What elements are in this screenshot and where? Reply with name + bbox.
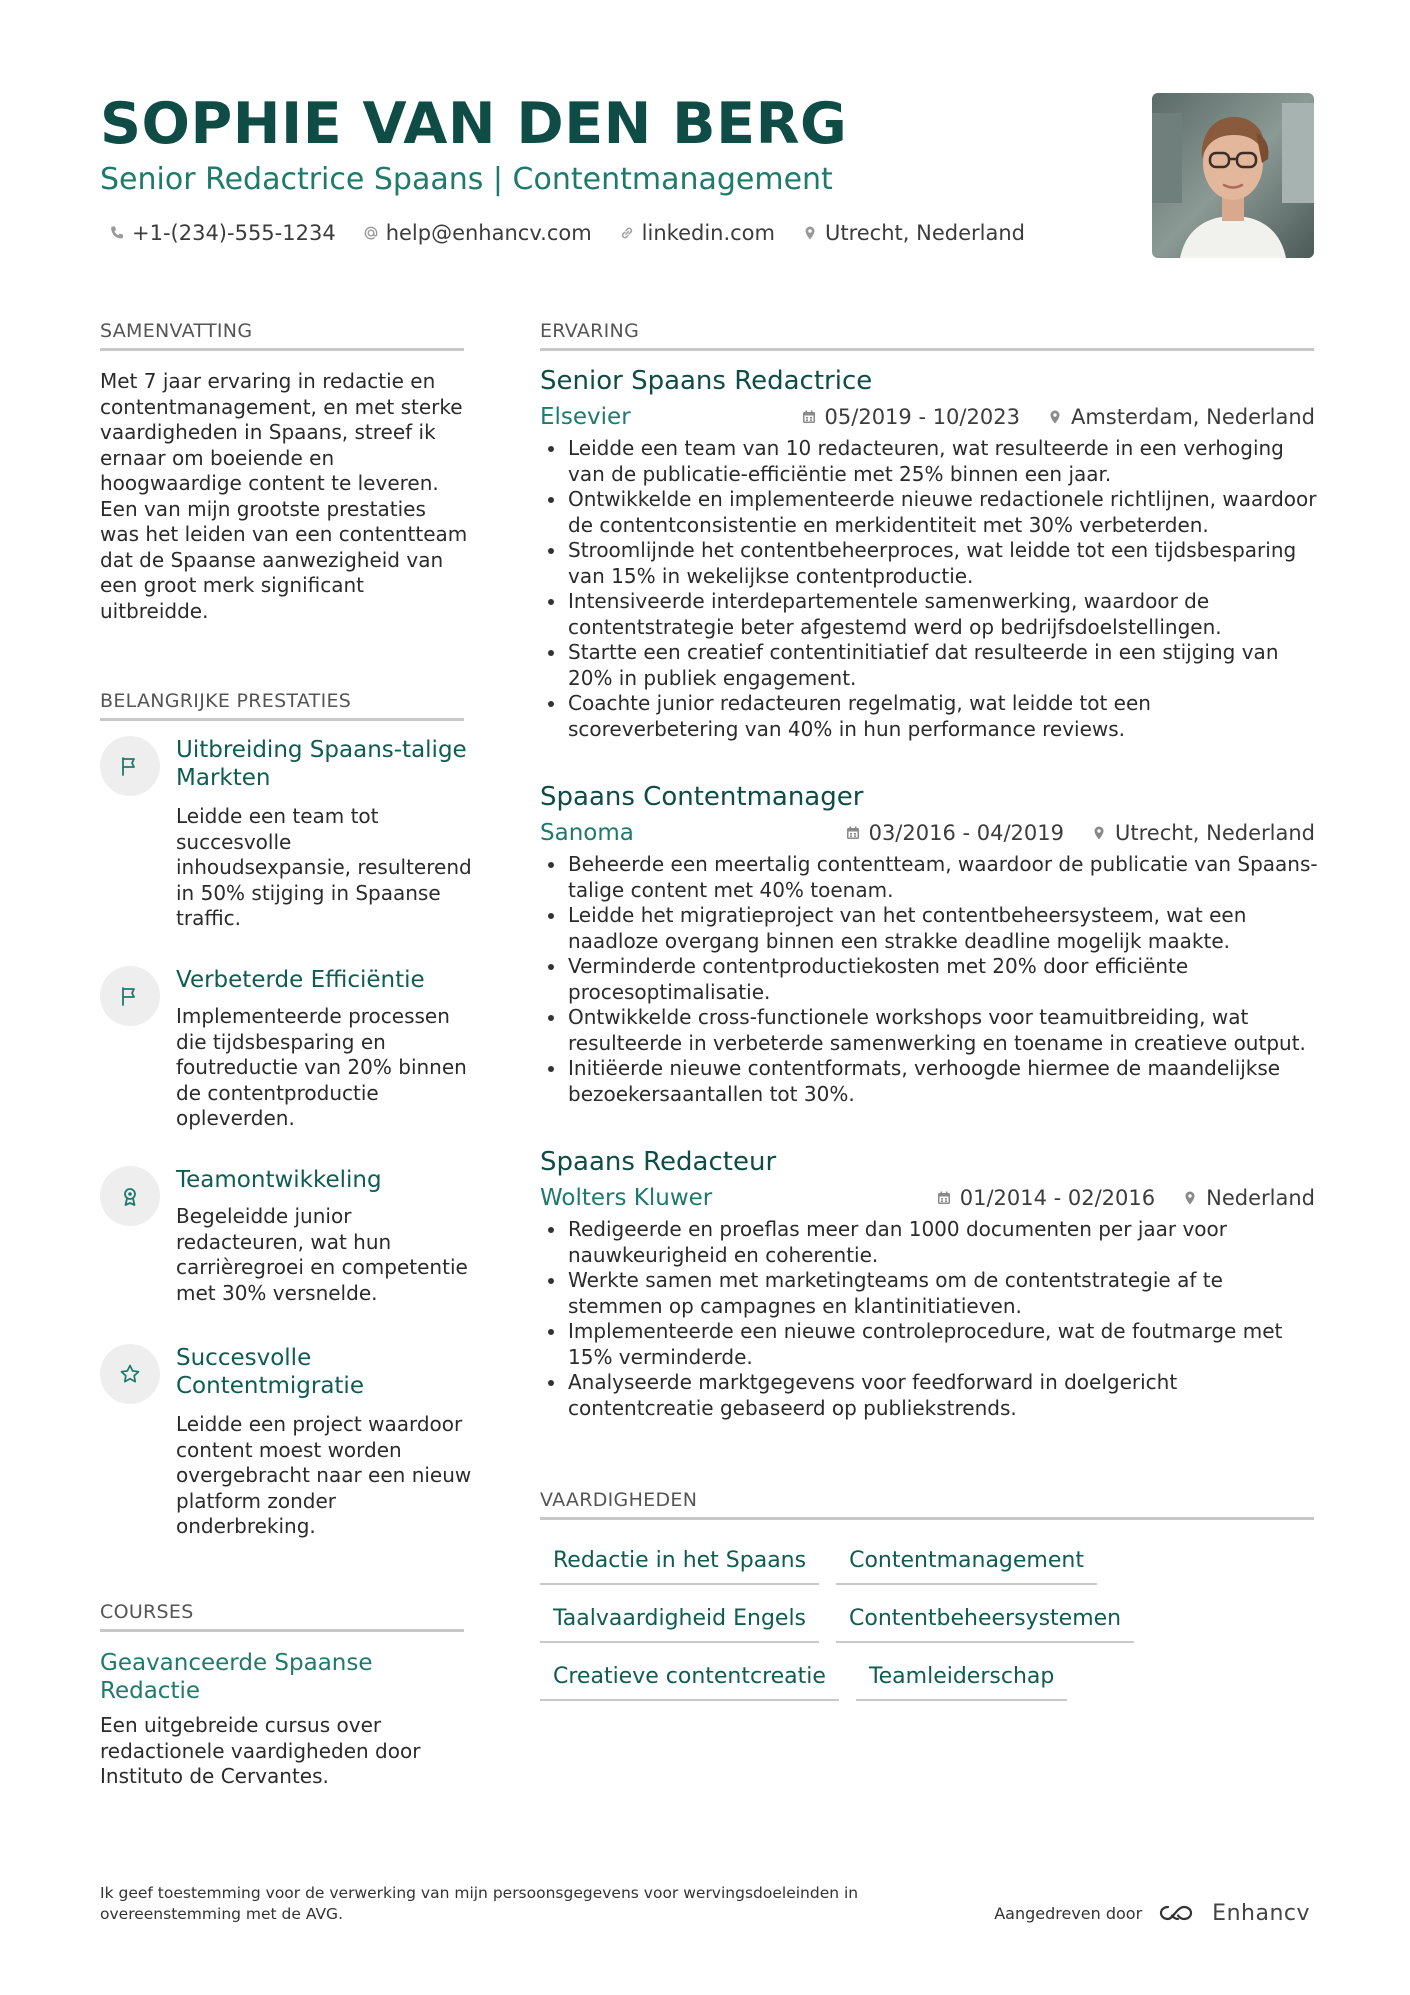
skill-row (540, 1599, 1320, 1657)
job-bullets (540, 852, 1318, 1107)
award-icon (118, 1184, 142, 1208)
job-bullet: Startte een creatief contentinitiatief dat resulteerde in een stijging van 20% in publiek engagement. (568, 640, 1318, 691)
job-dates: 05/2019 - 10/2023 (824, 405, 1020, 429)
link-icon (618, 224, 636, 242)
skill-tag: Teamleiderschap (856, 1657, 1067, 1701)
contact-location-text: Utrecht, Nederland (824, 221, 1025, 245)
job-role: Spaans Contentmanager (540, 782, 864, 812)
profile-photo (1152, 93, 1314, 258)
contact-email-text[interactable]: help@enhancv.com (385, 221, 592, 245)
achievement-description: Begeleidde junior redacteuren, wat hun carrièregroei en competentie met 30% versnelde. (176, 1204, 468, 1305)
achievement-icon-circle (100, 966, 160, 1026)
achievement-description: Implementeerde processen die tijdsbesparing en foutreductie van 20% binnen de contentproductie opleverden. (176, 1004, 467, 1130)
job-bullet: Implementeerde een nieuwe controleprocedure, wat de foutmarge met 15% verminderde. (568, 1319, 1318, 1370)
experience-heading: ERVARING (540, 320, 1314, 351)
job-bullet: Initiëerde nieuwe contentformats, verhoogde hiermee de maandelijkse bezoekersaantallen tot 30%. (568, 1056, 1318, 1107)
contact-phone-text[interactable]: +1-(234)-555-1234 (132, 221, 336, 245)
achievement-title: Uitbreiding Spaans-talige Markten (176, 737, 467, 791)
contact-email (362, 221, 592, 245)
achievement-icon-circle (100, 736, 160, 796)
job-role: Spaans Redacteur (540, 1147, 777, 1177)
location-icon (1046, 408, 1064, 426)
courses-heading: COURSES (100, 1601, 464, 1632)
job-entry (540, 781, 1318, 1121)
course-description: Een uitgebreide cursus over redactionele vaardigheden door Instituto de Cervantes. (100, 1713, 421, 1788)
skills-list (540, 1541, 1320, 1715)
achievement-description: Leidde een team tot succesvolle inhoudsexpansie, resulterend in 50% stijging in Spaanse traffic. (176, 804, 472, 930)
job-location: Nederland (1206, 1186, 1315, 1210)
powered-by (994, 1898, 1310, 1928)
skill-tag: Redactie in het Spaans (540, 1541, 819, 1585)
achievement-item (100, 736, 472, 930)
contact-bar (108, 218, 1051, 248)
job-bullet: Beheerde een meertalig contentteam, waardoor de publicatie van Spaans-talige content met 40% toenam. (568, 852, 1318, 902)
achievement-item (100, 1344, 470, 1544)
at-icon (362, 224, 380, 242)
calendar-icon (800, 408, 818, 426)
enhancv-brand[interactable]: Enhancv (1212, 1900, 1310, 1926)
job-company: Sanoma (540, 820, 634, 846)
job-bullet: Coachte junior redacteuren regelmatig, wat leidde tot een scoreverbetering van 40% in hun performance reviews. (568, 691, 1318, 742)
skills-heading: VAARDIGHEDEN (540, 1489, 1314, 1520)
job-bullets (540, 1217, 1318, 1421)
candidate-name: SOPHIE VAN DEN BERG (100, 91, 848, 157)
achievements-heading: BELANGRIJKE PRESTATIES (100, 690, 464, 721)
contact-linkedin-text[interactable]: linkedin.com (641, 221, 775, 245)
phone-icon (108, 224, 126, 242)
skill-row (540, 1541, 1320, 1599)
job-bullet: Verminderde contentproductiekosten met 20% door efficiënte procesoptimalisatie. (568, 954, 1318, 1005)
flag-icon (118, 984, 142, 1008)
calendar-icon (935, 1189, 953, 1207)
achievement-title: Teamontwikkeling (176, 1167, 382, 1193)
job-bullet: Analyseerde marktgegevens voor feedforward in doelgericht contentcreatie gebaseerd op publiekstrends. (568, 1370, 1318, 1421)
skill-tag: Contentbeheersystemen (836, 1599, 1134, 1643)
star-icon (118, 1362, 142, 1386)
job-bullet: Leidde een team van 10 redacteuren, wat resulteerde in een verhoging van de publicatie-efficiëntie met 25% binnen een jaar. (568, 436, 1318, 487)
skill-tag: Creatieve contentcreatie (540, 1657, 839, 1701)
job-bullet: Ontwikkelde cross-functionele workshops voor teamuitbreiding, wat resulteerde in verbeterde samenwerking en toename in creatieve output. (568, 1005, 1318, 1056)
job-entry (540, 365, 1315, 755)
location-icon (801, 224, 819, 242)
contact-location (801, 221, 1025, 245)
job-meta (800, 403, 1315, 431)
achievement-title: Verbeterde Efficiëntie (176, 967, 425, 993)
job-role: Senior Spaans Redactrice (540, 366, 873, 396)
achievement-description: Leidde een project waardoor content moest worden overgebracht naar een nieuw platform zonder onderbreking. (176, 1412, 472, 1538)
job-dates: 01/2014 - 02/2016 (959, 1186, 1156, 1210)
location-icon (1181, 1189, 1199, 1207)
job-meta (935, 1184, 1315, 1212)
job-meta (844, 819, 1315, 847)
job-dates: 03/2016 - 04/2019 (868, 821, 1064, 845)
job-bullet: Stroomlijnde het contentbeheerproces, wat leidde tot een tijdsbesparing van 15% in wekelijkse contentproductie. (568, 538, 1318, 589)
job-bullets (540, 436, 1318, 742)
course-title: Geavanceerde Spaanse Redactie (100, 1650, 373, 1704)
job-bullet: Redigeerde en proeflas meer dan 1000 documenten per jaar voor nauwkeurigheid en coherentie. (568, 1217, 1318, 1268)
flag-icon (118, 754, 142, 778)
contact-linkedin (618, 221, 775, 245)
contact-phone (108, 221, 336, 245)
summary-text: Met 7 jaar ervaring in redactie en contentmanagement, en met sterke vaardigheden in Spaans, streef ik ernaar om boeiende en hoogwaardige content te leveren. Een van mijn grootste prestaties was het leiden van een contentteam dat de Spaanse aanwezigheid van een groot merk significant uitbreidde. (100, 369, 468, 623)
skill-tag: Taalvaardigheid Engels (540, 1599, 819, 1643)
skill-row (540, 1657, 1320, 1715)
achievement-title: Succesvolle Contentmigratie (176, 1345, 364, 1399)
job-company: Wolters Kluwer (540, 1185, 713, 1211)
job-company: Elsevier (540, 404, 631, 430)
gdpr-consent-note: Ik geef toestemming voor de verwerking van mijn persoonsgegevens voor wervingsdoeleinden in overeenstemming met de AVG. (100, 1884, 859, 1923)
job-bullet: Ontwikkelde en implementeerde nieuwe redactionele richtlijnen, waardoor de contentconsistentie en merkidentiteit met 30% verbeterden. (568, 487, 1317, 537)
achievement-icon-circle (100, 1166, 160, 1226)
powered-by-label: Aangedreven door (994, 1903, 1143, 1923)
achievement-item (100, 966, 470, 1130)
location-icon (1090, 824, 1108, 842)
candidate-title: Senior Redactrice Spaans | Contentmanagement (100, 162, 833, 197)
skill-tag: Contentmanagement (836, 1541, 1097, 1585)
job-bullet: Intensiveerde interdepartementele samenwerking, waardoor de contentstrategie beter afgestemd werd op bedrijfsdoelstellingen. (568, 589, 1318, 640)
job-bullet: Werkte samen met marketingteams om de contentstrategie af te stemmen op campagnes en klantinitiatieven. (568, 1268, 1318, 1319)
achievement-item (100, 1166, 470, 1306)
job-location: Utrecht, Nederland (1115, 821, 1315, 845)
calendar-icon (844, 824, 862, 842)
job-bullet: Leidde het migratieproject van het contentbeheersysteem, wat een naadloze overgang binnen een strakke deadline mogelijk maakte. (568, 903, 1318, 954)
achievement-icon-circle (100, 1344, 160, 1404)
job-entry (540, 1146, 1315, 1436)
summary-heading: SAMENVATTING (100, 320, 464, 351)
enhancv-logo-icon (1156, 1901, 1202, 1925)
job-location: Amsterdam, Nederland (1070, 405, 1315, 429)
